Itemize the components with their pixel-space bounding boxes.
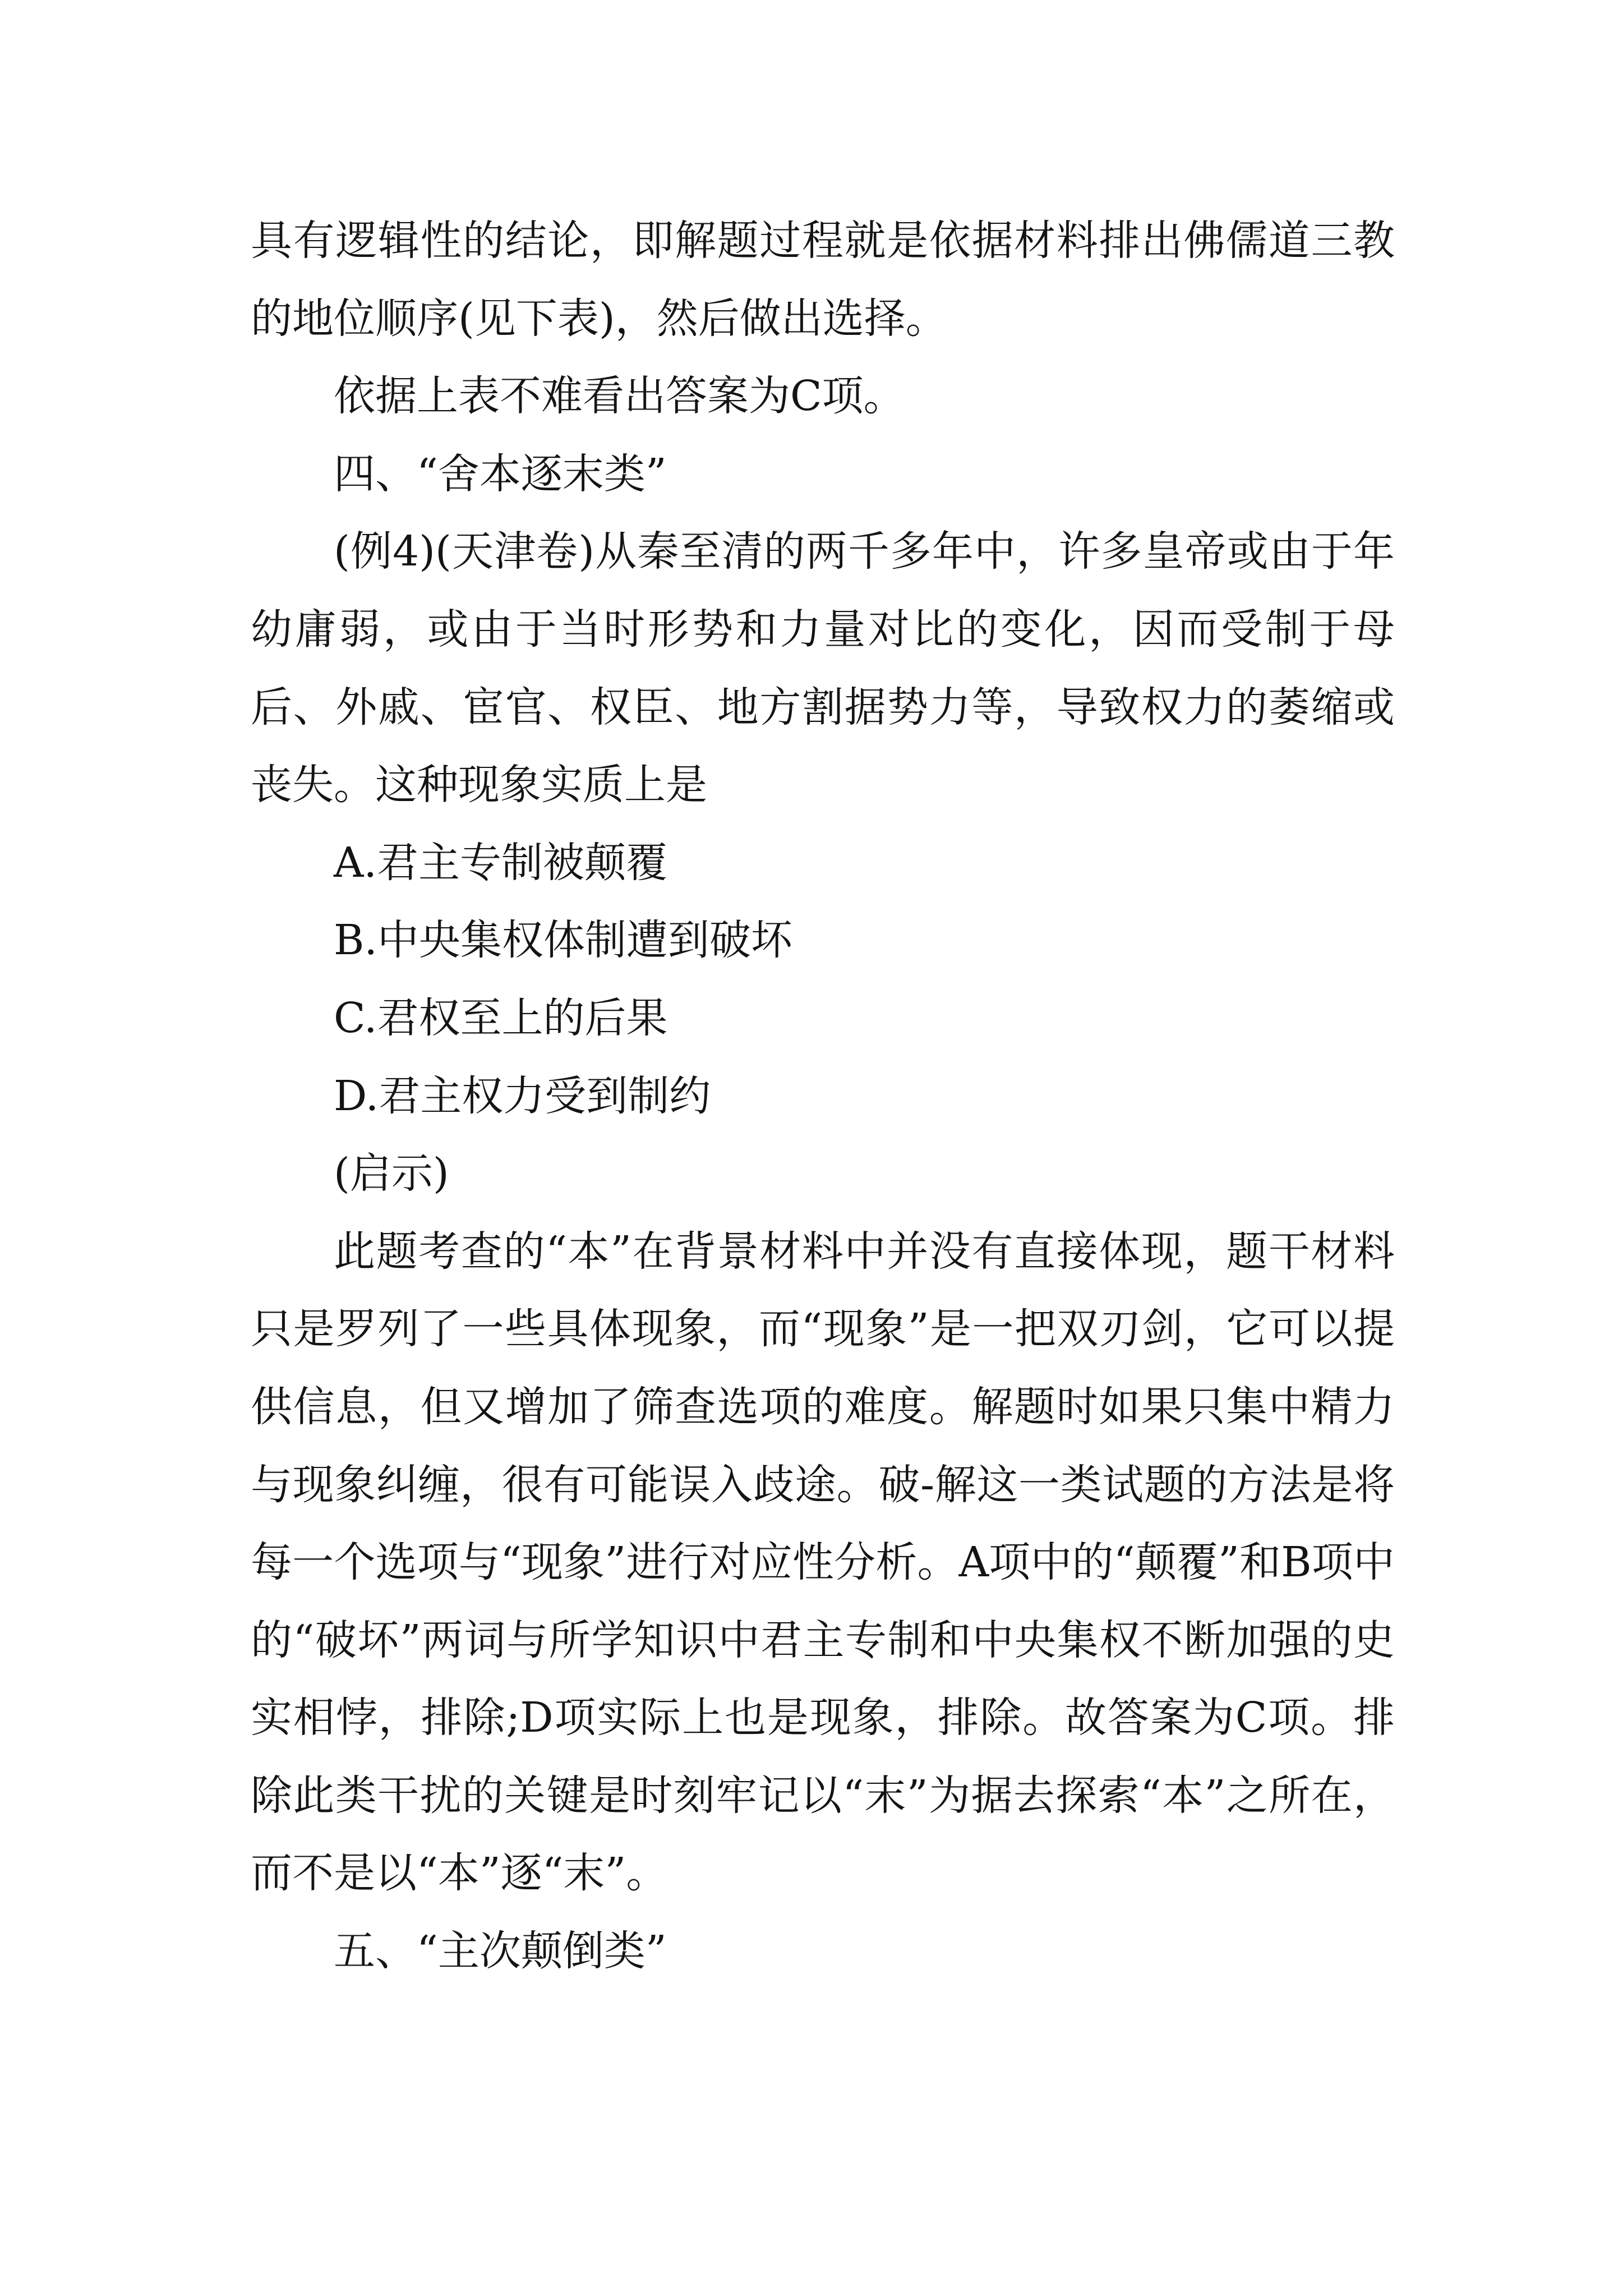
paragraph-analysis: 此题考查的“本”在背景材料中并没有直接体现，题干材料只是罗列了一些具体现象，而“现象”是一把双刃剑，它可以提供信息，但又增加了筛查选项的难度。解题时如果只集中精力与现象纠缠，很有可能误入歧途。破-解这一类试题的方法是将每一个选项与“现象”进行对应性分析。A项中的“颠覆”和B项中的“破坏”两词与所学知识中君主专制和中央集权不断加强的史实相悖，排除;D项实际上也是现象，排除。故答案为C项。排除此类干扰的关键是时刻牢记以“末”为据去探索“本”之所在，而不是以“本”逐“末”。 bbox=[251, 1227, 1395, 1898]
hint-heading: (启示) bbox=[334, 1149, 449, 1198]
section-heading-four: 四、“舍本逐末类” bbox=[334, 449, 667, 498]
option-a: A.君主专制被颠覆 bbox=[334, 838, 667, 887]
document-body bbox=[251, 202, 1395, 1990]
section-heading-five: 五、“主次颠倒类” bbox=[334, 1927, 667, 1976]
paragraph-conclusion: 具有逻辑性的结论，即解题过程就是依据材料排出佛儒道三教的地位顺序(见下表)，然后做出选择。 bbox=[251, 217, 1395, 343]
option-d: D.君主权力受到制约 bbox=[334, 1071, 711, 1120]
paragraph-answer-c: 依据上表不难看出答案为C项。 bbox=[334, 372, 905, 421]
option-b: B.中央集权体制遭到破坏 bbox=[334, 916, 792, 965]
paragraph-example-4: (例4)(天津卷)从秦至清的两千多年中，许多皇帝或由于年幼庸弱，或由于当时形势和力量对比的变化，因而受制于母后、外戚、宦官、权臣、地方割据势力等，导致权力的萎缩或丧失。这种现象实质上是 bbox=[251, 527, 1395, 809]
option-c: C.君权至上的后果 bbox=[334, 993, 668, 1042]
